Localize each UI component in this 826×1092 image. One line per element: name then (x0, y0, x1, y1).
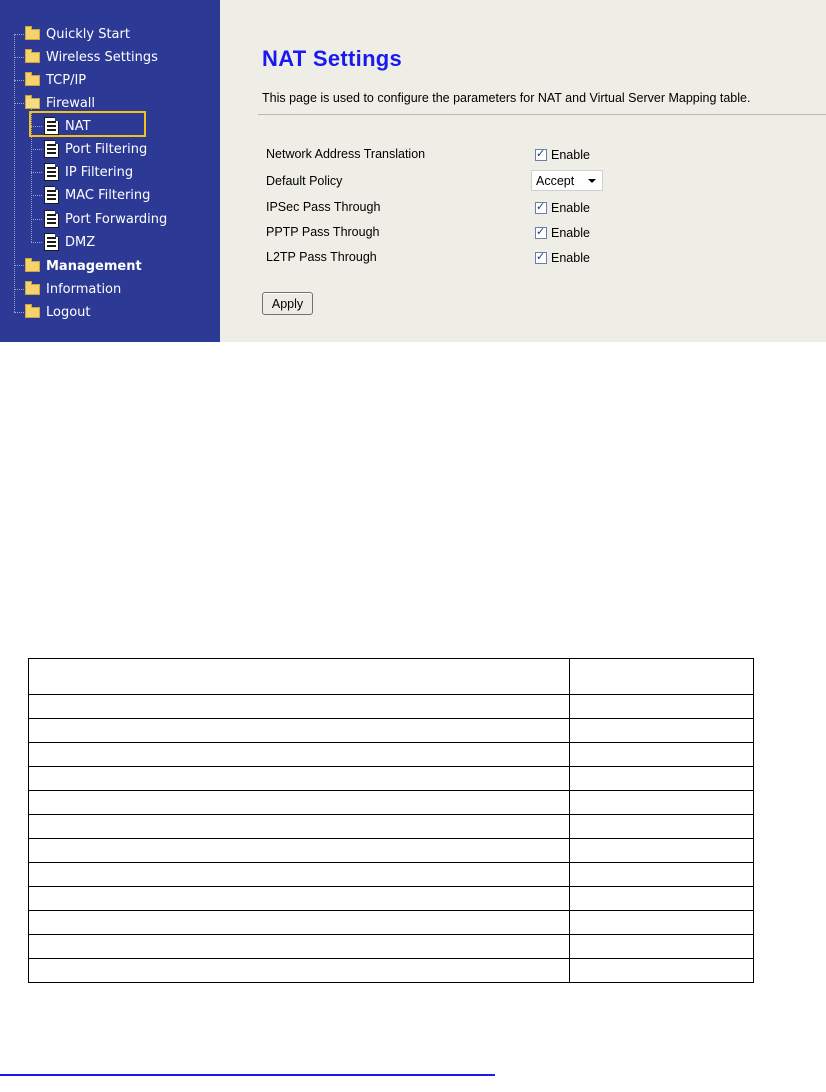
sidebar-item-label: Firewall (46, 95, 96, 111)
l2tp-label: L2TP Pass Through (266, 250, 377, 264)
checkbox-label: Enable (551, 201, 590, 215)
sidebar-item-label: Port Forwarding (65, 211, 168, 227)
table-cell (29, 959, 570, 983)
selected-item-highlight (29, 111, 146, 137)
page-title: NAT Settings (262, 46, 403, 71)
tree-connector (31, 219, 42, 220)
table-row (29, 767, 754, 791)
document-icon (44, 186, 59, 204)
table-cell (570, 791, 754, 815)
table-cell (570, 959, 754, 983)
tree-connector (14, 57, 24, 58)
folder-icon (25, 52, 40, 63)
pptp-enable-checkbox[interactable] (535, 226, 590, 240)
sidebar (0, 0, 220, 342)
table-cell (570, 887, 754, 911)
tree-connector (14, 103, 24, 104)
checkbox-checked-icon[interactable] (535, 149, 547, 161)
checkbox-checked-icon[interactable] (535, 202, 547, 214)
table-row (29, 887, 754, 911)
sidebar-item-label: Quickly Start (46, 26, 130, 42)
tree-connector (14, 80, 24, 81)
table-cell (570, 695, 754, 719)
table-cell (570, 767, 754, 791)
tree-connector (14, 265, 24, 266)
sidebar-item-ip-filtering[interactable] (44, 163, 133, 181)
table-cell (570, 659, 754, 695)
sidebar-item-wireless-settings[interactable] (25, 48, 158, 66)
tree-connector (14, 312, 24, 313)
table-cell (570, 911, 754, 935)
table-cell (29, 935, 570, 959)
sidebar-item-dmz[interactable] (44, 233, 95, 251)
table-cell (29, 863, 570, 887)
default-policy-select[interactable] (531, 170, 603, 191)
table-cell (29, 659, 570, 695)
table-cell (29, 719, 570, 743)
table-cell (29, 743, 570, 767)
document-icon (44, 163, 59, 181)
folder-icon (25, 261, 40, 272)
page-description: This page is used to configure the parameters for NAT and Virtual Server Mapping table. (262, 91, 751, 105)
table-cell (570, 815, 754, 839)
sidebar-item-port-forwarding[interactable] (44, 210, 167, 228)
tree-connector (14, 34, 24, 35)
table-row (29, 719, 754, 743)
table-cell (29, 839, 570, 863)
checkbox-checked-icon[interactable] (535, 227, 547, 239)
ipsec-enable-checkbox[interactable] (535, 201, 590, 215)
sidebar-item-information[interactable] (25, 280, 121, 298)
nat-enable-checkbox[interactable] (535, 148, 590, 162)
tree-connector (14, 34, 15, 312)
table-row (29, 863, 754, 887)
tree-connector (31, 195, 42, 196)
sidebar-item-label: Logout (46, 304, 91, 320)
document-icon (44, 210, 59, 228)
table-cell (570, 839, 754, 863)
table-row (29, 743, 754, 767)
sidebar-item-quickly-start[interactable] (25, 25, 130, 43)
checkbox-checked-icon[interactable] (535, 252, 547, 264)
table-cell (29, 911, 570, 935)
sidebar-item-label: Wireless Settings (46, 49, 158, 65)
ipsec-label: IPSec Pass Through (266, 200, 381, 214)
table-row (29, 911, 754, 935)
chevron-down-icon (588, 179, 596, 183)
checkbox-label: Enable (551, 226, 590, 240)
table-cell (29, 887, 570, 911)
folder-icon (25, 29, 40, 40)
sidebar-item-label: NAT (65, 118, 91, 134)
folder-icon (25, 75, 40, 86)
nat-label: Network Address Translation (266, 147, 426, 161)
table-row (29, 695, 754, 719)
table-header-row (29, 659, 754, 695)
sidebar-item-label: DMZ (65, 234, 96, 250)
sidebar-item-label: Port Filtering (65, 141, 148, 157)
sidebar-item-label: Information (46, 281, 122, 297)
tree-connector (31, 172, 42, 173)
table-row (29, 959, 754, 983)
sidebar-item-label: IP Filtering (65, 164, 134, 180)
sidebar-item-label: TCP/IP (46, 72, 87, 88)
sidebar-item-logout[interactable] (25, 303, 91, 321)
table-cell (29, 767, 570, 791)
table-cell (29, 791, 570, 815)
table-row (29, 791, 754, 815)
select-value: Accept (536, 173, 575, 188)
table-cell (570, 863, 754, 887)
table-cell (29, 815, 570, 839)
screenshot (0, 0, 826, 342)
sidebar-item-port-filtering[interactable] (44, 140, 147, 158)
checkbox-label: Enable (551, 251, 590, 265)
folder-icon (25, 307, 40, 318)
sidebar-item-management[interactable] (25, 257, 142, 275)
footnote-rule (0, 1074, 495, 1076)
divider (258, 114, 826, 115)
table-cell (570, 743, 754, 767)
table-row (29, 815, 754, 839)
tree-connector (14, 289, 24, 290)
document-icon (44, 233, 59, 251)
document-icon (44, 140, 59, 158)
default-policy-label: Default Policy (266, 174, 343, 188)
l2tp-enable-checkbox[interactable] (535, 251, 590, 265)
sidebar-item-label: Management (46, 258, 142, 274)
table-row (29, 839, 754, 863)
main-content (220, 0, 826, 342)
table-cell (570, 719, 754, 743)
table-cell (570, 935, 754, 959)
sidebar-item-tcp-ip[interactable] (25, 71, 86, 89)
tree-connector (31, 242, 42, 243)
sidebar-item-mac-filtering[interactable] (44, 186, 150, 204)
sidebar-item-label: MAC Filtering (65, 187, 151, 203)
table-row (29, 935, 754, 959)
folder-icon (25, 284, 40, 295)
navigation-tree (0, 0, 220, 342)
checkbox-label: Enable (551, 148, 590, 162)
table-cell (29, 695, 570, 719)
tree-connector (31, 149, 42, 150)
sidebar-item-firewall[interactable] (25, 94, 95, 112)
apply-button[interactable]: Apply (262, 292, 313, 315)
empty-document-table (28, 658, 754, 983)
pptp-label: PPTP Pass Through (266, 225, 380, 239)
folder-open-icon (25, 98, 40, 109)
